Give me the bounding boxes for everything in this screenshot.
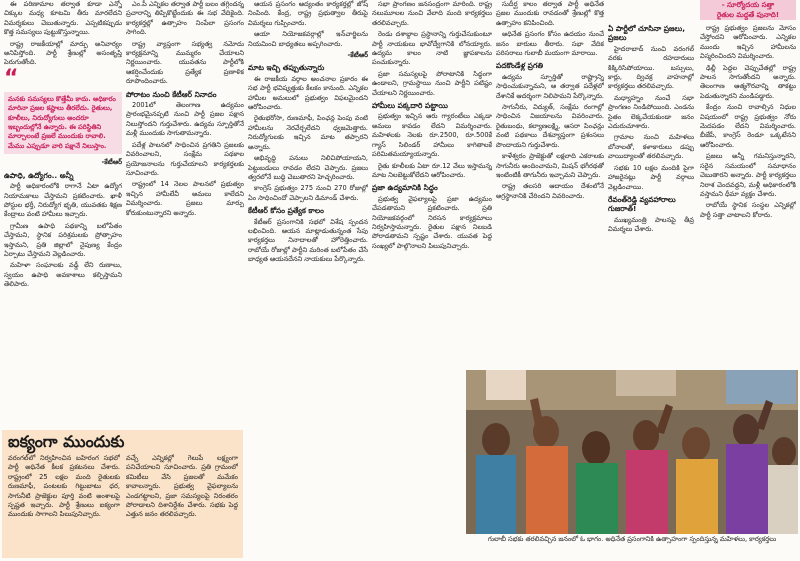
paragraph: ఆయా నియోజకవర్గాల్లో ఇన్‌చార్జిలను నియమించి బాధ్యతలు అప్పగించారు. [248,30,368,48]
paragraph: రెండు దశాబ్దాల ప్రస్థానాన్ని గుర్తుచేసుకుంటూ పార్టీ నాయకులు భావోద్వేగానికి లోనయ్యారు. ఉద్యమ కాలం నాటి జ్ఞాపకాలను పంచుకున్నారు. [372,30,492,67]
paragraph: ఎం.పీ ఎన్నికల తర్వాత పార్టీ బలం తగ్గిందన్న ప్రచారాన్ని తిప్పికొట్టేందుకు ఈ సభ వేదికైంది. కార్యకర్తల్లో ఉత్సాహం నింపేలా ప్రసంగం సాగింది. [126,0,244,37]
headline-box [2,430,243,558]
paragraph: అధినేత ప్రసంగం కోసం ఉదయం నుంచే జనం బారులు తీరారు. సభా వేదిక పరిసరాలు గులాబీ మయంగా మారాయి. [496,30,604,58]
column-2 [126,0,244,428]
subheading: హామీలు పక్కదారి పట్టాయి [372,101,448,111]
paragraph: హైదరాబాద్ నుంచి వరంగల్ వరకు రహదారులు కిక్కిరిసిపోయాయి. బస్సులు, కార్లు, ద్విచక్ర వాహనాల్లో కార్యకర్తలు తరలివచ్చారు. [608,44,694,91]
paragraph: ప్రజా సమస్యలపై పోరాటానికి సిద్ధంగా ఉండాలని, గ్రామస్థాయి నుంచి పార్టీని పటిష్టం చేయాలని నిర్ణయించారు. [372,69,492,97]
subheading: ఏ పార్టీలో చూసినా ప్రజలు, ప్రజలు [608,24,686,43]
paragraph: ఈ రాజకీయ వర్గాల అంచనాల ప్రకారం ఈ సభ పార్టీ భవిష్యత్తుకు కీలకం కానుంది. ఎన్నికల హామీల అమలులో ప్రభుత్వం విఫలమైందని ఆరోపించారు. [248,74,368,112]
paragraph: కాంగ్రెస్ ప్రభుత్వం 275 నుంచి 270 రోజుల్లో ఏం సాధించిందో చెప్పాలని డిమాండ్ చేశారు. [248,184,368,202]
crowd-photo-illustration [466,370,798,534]
paragraph: మధ్యాహ్నం నుంచే సభా ప్రాంగణం నిండిపోయింది. ఎండను సైతం లెక్కచేయకుండా జనం ఎదురుచూశారు. [608,93,694,131]
paragraph: సుదీర్ఘ కాలం తర్వాత పార్టీ అధినేత ప్రజల ముందుకు రావడంతో శ్రేణుల్లో కొత్త ఉత్సాహం కనిపించింది. [496,0,604,27]
paragraph: సాగునీరు, విద్యుత్, సంక్షేమ రంగాల్లో సాధించిన విజయాలను వివరించారు. రైతుబంధు, కల్యాణలక్ష్మి, ఆసరా పింఛన్లు వంటి పథకాలు దేశవ్యాప్తంగా ప్రశంసలు పొందాయని గుర్తుచేశారు. [496,103,604,149]
paragraph: కేటీఆర్ ప్రసంగానికి సభలో విశేష స్పందన లభించింది. ఆయన మాట్లాడుతున్నంత సేపు కార్యకర్తలు నినాదాలతో హోరెత్తించారు. రాబోయే రోజుల్లో పార్టీని మరింత బలోపేతం చేసే బాధ్యత ఆయనదేనని నాయకులు పేర్కొన్నారు. [248,217,368,264]
paragraph: సభకు 10 లక్షల మందికి పైగా హాజరైనట్లు పార్టీ వర్గాలు వెల్లడించాయి. [608,163,694,191]
paragraph: పదేళ్ల పాలనలో సాధించిన ప్రగతిని ప్రజలకు వివరించాలని, సంక్షేమ పథకాల ప్రయోజనాలను గుర్తుచేయాలని కార్యకర్తలకు సూచించారు. [126,140,244,177]
paragraph: ప్రభుత్వం ఇచ్చిన ఆరు గ్యారంటీలు ఎక్కడా అమలు కావడం లేదని విమర్శించారు. మహిళలకు నెలకు రూ.2500, రూ.500కే గ్యాస్ సిలిండర్ హామీలు కాగితాలకే పరిమితమయ్యాయన్నారు. [372,112,492,159]
paragraph: పార్టీ అధికారంలోకి రాగానే ఏటా ఉద్యోగ నియామకాలు చేస్తామని ప్రకటించారు. ఖాళీ పోస్టుల భర్తీ, నిరుద్యోగ భృతి, యువతకు శిక్షణ కేంద్రాలు వంటి హామీలు ఇచ్చారు. [4,182,122,219]
paragraph: గ్రామీణ ఉపాధి పథకాన్ని బలోపేతం చేస్తామని, స్థానిక పరిశ్రమలకు ప్రోత్సాహం ఇస్తామని, ప్రతి జిల్లాలో నైపుణ్య కేంద్రం ఏర్పాటు చేస్తామని వెల్లడించారు. [4,221,122,258]
subheading: ఉపాధి, ఉద్యోగం.. అన్నీ [4,170,74,180]
top-tag-line1: - సూర్యోదయ సత్తా [721,1,775,9]
paragraph: 2001లో తెలంగాణ ఉద్యమం ప్రారంభమైనప్పటి నుంచి పార్టీ ప్రజల పక్షాన నిలుస్తోందని గుర్తుచేశారు. ఉద్యమ స్ఫూర్తితోనే మళ్లీ ముందుకు సాగుతామన్నారు. [126,101,244,138]
paragraph: ప్రభుత్వ వైఫల్యాలపై ప్రజా ఉద్యమం చేపడతామని ప్రకటించారు. ప్రతి నియోజకవర్గంలో నిరసన కార్యక్రమాలు నిర్వహిస్తామన్నారు. రైతుల పక్షాన నిలబడి పోరాడతామని స్పష్టం చేశారు. యువత పెద్ద సంఖ్యలో పాల్గొనాలని పిలుపునిచ్చారు. [372,194,492,250]
subheading: కేటీఆర్ కోసం ప్రత్యేక కాలం [248,206,324,216]
byline: -కేటీఆర్ [101,158,122,167]
paragraph: రాష్ట్ర తలసరి ఆదాయం దేశంలోనే అగ్రస్థానానికి చేరిందని వివరించారు. [496,182,604,200]
subheading: మాట ఇచ్చి తప్పుతున్నారు [248,63,325,73]
headline-title: ఐక్యంగా ముందుకు [8,432,125,451]
paragraph: గ్రామాల నుంచి మహిళలు బోనాలతో, కళాకారులు డప్పు వాయిద్యాలతో తరలివచ్చారు. [608,133,694,161]
quote-mark-icon: “ [4,65,19,91]
paragraph: ప్రజలు అన్నీ గమనిస్తున్నారని, సరైన సమయంలో సమాధానం చెబుతారని అన్నారు. పార్టీ కార్యకర్తలు నిరాశ చెందవద్దని, మళ్లీ అధికారంలోకి వస్తామని ధీమా వ్యక్తం చేశారు. [700,152,796,198]
column-4 [372,0,492,368]
paragraph: ఢిల్లీ పెద్దల చెప్పుచేతల్లో రాష్ట్ర పాలన సాగుతోందని అన్నారు. తెలంగాణ ఆత్మగౌరవాన్ని తాకట్టు పెడుతున్నారని మండిపడ్డారు. [700,63,796,100]
paragraph: రాబోయే స్థానిక సంస్థల ఎన్నికల్లో పార్టీ సత్తా చాటాలని కోరారు. [700,201,796,219]
paragraph: సభా ప్రాంగణం జనసంద్రంగా మారింది. రాష్ట్ర నలుమూలల నుంచి వేలాది మంది కార్యకర్తలు తరలివచ్చారు. [372,0,492,27]
paragraph: రాష్ట్ర ప్రభుత్వం ప్రజలను మోసం చేస్తోందని ఆరోపించారు. ఎన్నికల ముందు ఇచ్చిన హామీలను విస్మరించిందని విమర్శించారు. [700,24,796,61]
headline-col-1: వరంగల్‌లో నిర్వహించిన బహిరంగ సభలో పార్టీ అధినేత కీలక ప్రకటనలు చేశారు. రాష్ట్రంలో 25 లక్షల మంది రైతులకు రుణమాఫీ, పంటలకు గిట్టుబాటు ధర, సాగునీటి ప్రాజెక్టుల పూర్తి వంటి అంశాలపై స్పష్టత ఇచ్చారు. పార్టీ శ్రేణులు ఐక్యంగా ముందుకు సాగాలని పిలుపునిచ్చారు. [8,454,120,519]
photo-caption: గులాబీ సభకు తరలివచ్చిన జనంలో ఓ భాగం. అధినేత ప్రసంగానికి ఉత్సాహంగా స్పందిస్తున్న మహిళలు, కార్యకర్తలు [487,535,777,543]
paragraph: ఆయన ప్రసంగం ఆద్యంతం కార్యకర్తల్లో జోష్ నింపింది. కేంద్ర, రాష్ట్ర ప్రభుత్వాల తీరుపై విమర్శలు గుప్పించారు. [248,0,368,27]
paragraph: రైతుభరోసా, రుణమాఫీ, పింఛన్ల పెంపు వంటి హామీలను నెరవేర్చలేదని ధ్వజమెత్తారు. నిరుద్యోగులకు ఇచ్చిన మాట తప్పారని అన్నారు. [248,114,368,151]
top-tag-line2: రైతుల మద్దతే పునాది! [716,11,780,19]
crowd-photo [466,370,798,534]
paragraph: అభివృద్ధి పనులు నిలిచిపోయాయని, పెట్టుబడులు రావడం లేదని చెప్పారు. ప్రజలు త్వరలోనే బుద్ధి చెబుతారని హెచ్చరించారు. [248,154,368,181]
paragraph: ఈ పరిణామాల తర్వాత కూడా ఎన్నో చిక్కుల మధ్య కూటమి తీరు మారలేదని విమర్శకులు చెబుతున్నారు. ఎప్పటికప్పుడు కొత్త సమస్యలు పుట్టుకొస్తున్నాయి. [4,0,122,37]
paragraph: ఉద్యమ స్ఫూర్తితో రాష్ట్రాన్ని సాధించుకున్నామని, ఆ తర్వాత పదేళ్లలో దేశానికే ఆదర్శంగా నిలిపామని పేర్కొన్నారు. [496,72,604,100]
paragraph: రాష్ట్ర వ్యాప్తంగా సభ్యత్వ నమోదు కార్యక్రమాన్ని ముమ్మరం చేయాలని నిర్ణయించారు. యువతను పార్టీలోకి ఆకర్షించేందుకు ప్రత్యేక ప్రణాళిక రూపొందించారు. [126,39,244,86]
subheading: పదకొండేళ్ల ప్రగతి [496,61,544,71]
column-6b [700,0,796,368]
column-1 [4,0,122,428]
paragraph: రైతు కూలీలకు ఏటా రూ.12 వేలు ఇస్తామన్న మాట నిలబెట్టుకోలేదని ఆరోపించారు. [372,161,492,179]
byline: -కేటీఆర్ [347,51,368,60]
paragraph: రాష్ట్ర రాజకీయాల్లో మార్పు అనివార్యం అనిపిస్తోంది. పార్టీ శ్రేణుల్లో అసంతృప్తి పెరుగుతోంది. [4,39,122,67]
column-5 [496,0,604,368]
pull-quote: మనకు సమస్యలు కొత్తేమీ కాదు. అధికారం మారినా ప్రజల కష్టాలు తీరలేదు. రైతులు, కూలీలు, నిరుద్యోగులు అందరూ ఇబ్బందుల్లోనే ఉన్నారు. ఈ పరిస్థితిని మార్చాలంటే ప్రజలే ముందుకు రావాలి. మేము ఎప్పుడూ వారి పక్షానే నిలుస్తాం. [4,92,122,154]
headline-col-2: వచ్చే ఎన్నికల్లో గెలుపే లక్ష్యంగా పనిచేయాలని సూచించారు. ప్రతి గ్రామంలో కమిటీలు వేసి ప్రజలతో మమేకం కావాలన్నారు. ప్రభుత్వ వైఫల్యాలను ఎండగట్టాలని, ప్రజా సమస్యలపై నిరంతరం పోరాడాలని దిశానిర్దేశం చేశారు. సభకు పెద్ద ఎత్తున జనం తరలివచ్చారు. [126,454,238,519]
column-6a [608,0,694,368]
paragraph: రాష్ట్రంలో 14 నెలల పాలనలో ప్రభుత్వం ఇచ్చిన హామీలేవీ అమలు కాలేదని విమర్శించారు. ప్రజలు మార్పు కోరుకుంటున్నారని అన్నారు. [126,180,244,217]
paragraph: మహిళా సంఘాలకు వడ్డీ లేని రుణాలు, స్వయం ఉపాధి అవకాశాలు కల్పిస్తామని తెలిపారు. [4,261,122,289]
paragraph: ముఖ్యమంత్రి పాలనపై తీవ్ర విమర్శలు చేశారు. [608,215,694,234]
paragraph: కేంద్రం నుంచి రావాల్సిన నిధుల విషయంలో రాష్ట్ర ప్రభుత్వం నోరు మెదపడం లేదని విమర్శించారు. బీజేపీ, కాంగ్రెస్ రెండూ ఒక్కటేనని ఆరోపించారు. [700,103,796,149]
paragraph: కాళేశ్వరం ప్రాజెక్టుతో లక్షలాది ఎకరాలకు సాగునీరు అందించామని, మిషన్ భగీరథతో ఇంటింటికీ తాగునీరు ఇచ్చామని చెప్పారు. [496,152,604,179]
subheading: రేవంత్‌రెడ్డి వ్యవహారాలు గుజరాత్! [608,194,676,214]
subheading: ప్రజా ఉద్యమానికి సిద్ధం [372,183,438,193]
subheading: పోరాటం నుంచి కేటీఆర్ నినాదం [126,89,217,99]
column-6 [608,0,796,368]
column-3 [248,0,368,561]
